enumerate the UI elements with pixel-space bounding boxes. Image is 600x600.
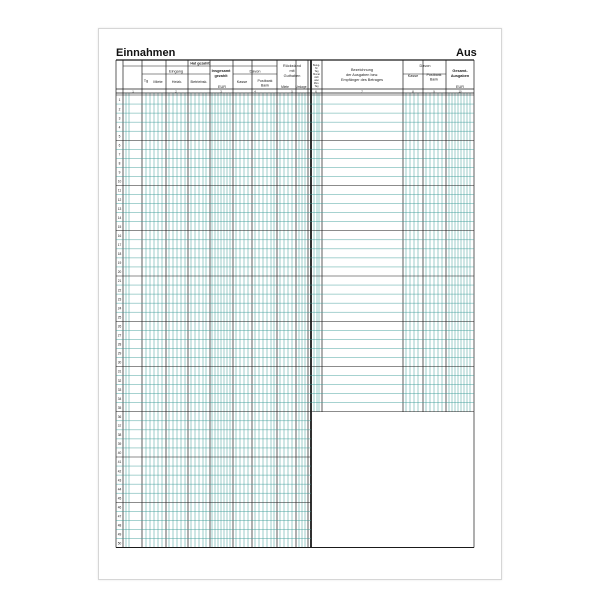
column-number: 4 — [254, 89, 256, 94]
row-number: 31 — [117, 369, 122, 374]
row-number: 5 — [118, 134, 121, 139]
row-number: 9 — [118, 170, 121, 175]
column-number: 10 — [458, 89, 462, 94]
row-number: 37 — [117, 424, 122, 428]
column-number: 5 — [291, 89, 293, 94]
row-number: 24 — [117, 306, 122, 311]
row-number: 10 — [117, 179, 122, 184]
row-number: 33 — [117, 387, 122, 392]
row-number: 3 — [118, 116, 121, 121]
row-number: 26 — [117, 324, 122, 329]
row-number: 27 — [117, 333, 122, 338]
row-number: 46 — [117, 505, 122, 510]
header-beleg-line: Jahr — [314, 76, 319, 79]
row-number: 22 — [117, 288, 122, 293]
header-postbank-right: Postbank — [426, 73, 442, 77]
row-number: 42 — [117, 469, 122, 474]
header-postbank-left: Postbank — [257, 79, 273, 83]
row-number: 23 — [117, 297, 122, 302]
row-number: 29 — [117, 351, 122, 356]
header-kasse-left: Kasse — [236, 80, 248, 84]
column-number: 1 — [132, 89, 134, 94]
column-number: 7 — [361, 89, 363, 94]
title-ausgaben: Aus — [456, 47, 477, 59]
column-number: 9 — [433, 89, 435, 94]
row-number: 21 — [117, 279, 122, 284]
row-number: 49 — [117, 532, 122, 537]
header-betriebsk: Betriebsk. — [190, 80, 208, 84]
header-heizk: Heizk. — [171, 80, 183, 84]
header-rueck-miete: Miete — [281, 85, 289, 89]
header-guthaben: Guthaben — [283, 74, 301, 78]
row-number: 6 — [118, 143, 121, 148]
row-number: 35 — [117, 405, 122, 410]
header-bank-left: Bank — [260, 83, 270, 88]
row-number: 11 — [117, 188, 122, 193]
row-number: 17 — [117, 243, 122, 247]
title-einnahmen: Einnahmen — [116, 47, 176, 59]
row-number: 38 — [117, 433, 122, 438]
row-number: 36 — [117, 414, 122, 419]
header-eingang: Eingang — [169, 69, 183, 74]
row-number: 8 — [118, 161, 121, 166]
row-number: 14 — [117, 215, 122, 220]
header-beleg-line: Beleg- — [313, 64, 320, 67]
header-bezeichnung: Bezeichnung — [351, 68, 373, 72]
row-number: 48 — [117, 523, 122, 528]
column-number: 2 — [175, 89, 177, 94]
row-number: 39 — [117, 442, 122, 447]
row-number: 19 — [117, 261, 122, 266]
column-number: 3 — [220, 89, 222, 94]
row-number: 20 — [117, 270, 122, 275]
row-number: 18 — [117, 252, 122, 257]
row-number: 15 — [117, 224, 122, 229]
header-rueckstand: Rückstand — [283, 64, 301, 68]
header-gesamt: Gesamt- — [452, 69, 468, 73]
header-hat-gezahlt: Hat gezahlt — [190, 61, 210, 66]
row-number: 32 — [117, 378, 122, 383]
header-beleg-line: Tag — [314, 70, 319, 73]
row-number: 30 — [117, 360, 122, 365]
header-empfaenger: Empfänger des Betrages — [340, 78, 384, 82]
header-miete: Miete — [153, 80, 163, 84]
header-davon-right: Davon — [419, 64, 431, 68]
header-rueck-umlage: Umlage — [295, 85, 307, 89]
row-number: 47 — [117, 514, 122, 519]
row-number: 45 — [117, 496, 122, 501]
row-number: 43 — [117, 478, 122, 483]
row-number: 2 — [118, 107, 121, 112]
row-number: 4 — [118, 125, 121, 130]
column-number: 8 — [412, 89, 414, 94]
header-gezahlt: gezahlt — [214, 74, 228, 78]
header-eur-right: EUR — [455, 85, 465, 89]
header-insgesamt: Insgesamt — [211, 69, 231, 73]
column-number: 6 — [315, 89, 317, 94]
row-number: 13 — [117, 206, 122, 211]
header-beleg-line: Monat — [313, 73, 320, 76]
row-number: 44 — [117, 487, 122, 492]
header-beleg-line: Tag — [314, 85, 319, 88]
row-number: 7 — [118, 152, 121, 157]
row-number: 34 — [117, 396, 122, 401]
row-number: 25 — [117, 315, 122, 320]
row-number: 40 — [117, 451, 122, 456]
header-beleg-line: oder — [314, 79, 319, 82]
header-beleg-line: Mon. — [313, 82, 320, 85]
header-davon-left: Davon — [249, 69, 261, 74]
row-number: 1 — [118, 98, 121, 103]
header-eur-left: EUR — [217, 85, 227, 89]
header-kasse-right: Kasse — [407, 74, 419, 78]
header-beleg-line: Nr. — [314, 67, 319, 70]
header-tg: Tg — [143, 79, 149, 83]
row-number: 50 — [117, 541, 122, 546]
row-number: 16 — [117, 233, 122, 238]
row-number: 41 — [117, 460, 122, 465]
header-bank-right: Bank — [429, 77, 439, 82]
row-number: 12 — [117, 197, 122, 202]
header-der-ausgaben: der Ausgaben bzw. — [345, 73, 379, 77]
header-mit: mit — [289, 69, 295, 73]
row-number: 28 — [117, 342, 122, 347]
header-ausgaben: Ausgaben — [450, 74, 470, 78]
